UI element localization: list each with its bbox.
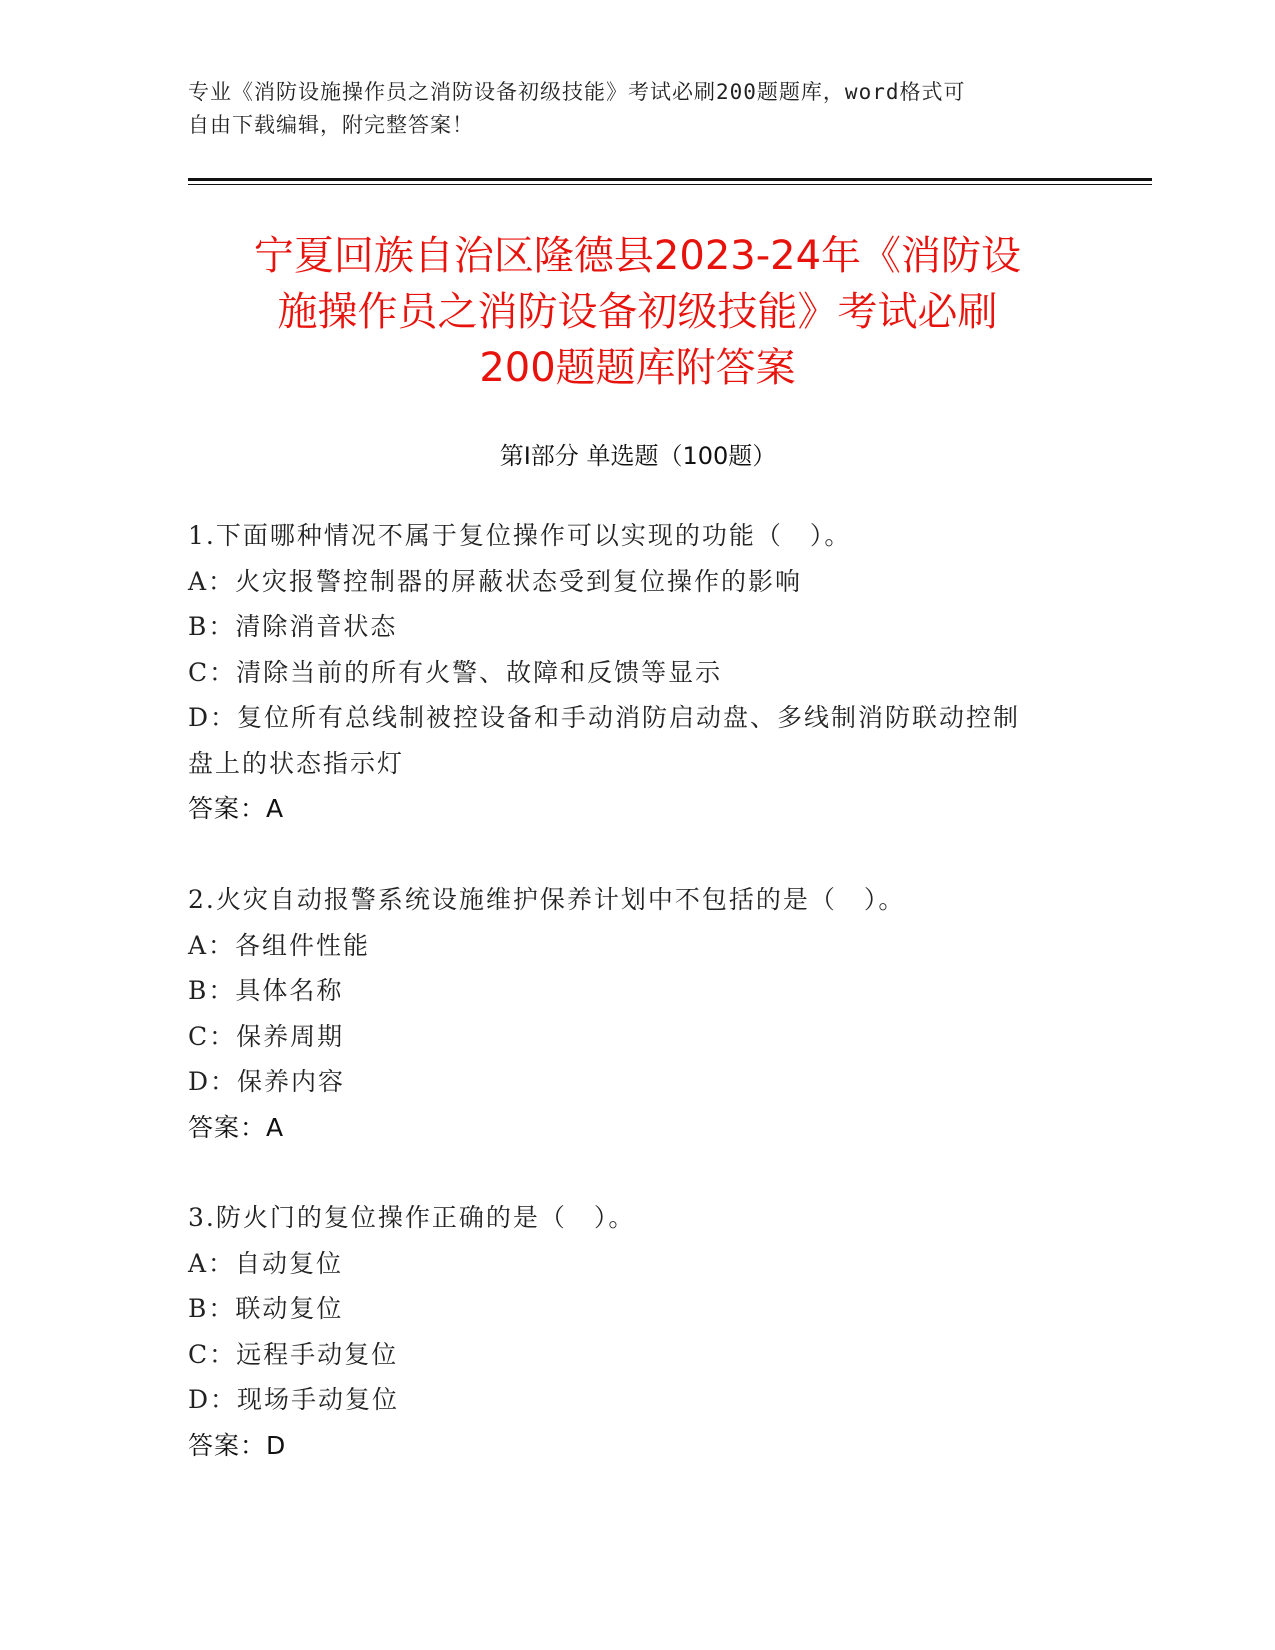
- question-stem: 3.防火门的复位操作正确的是（ ）。: [188, 1203, 636, 1232]
- title-line: 200题题库附答案: [479, 345, 796, 391]
- option-b: B：清除消音状态: [188, 612, 398, 641]
- option-c: C：清除当前的所有火警、故障和反馈等显示: [188, 657, 723, 687]
- option-a: A：各组件性能: [188, 930, 371, 960]
- document-title: [170, 228, 1105, 396]
- intro-line: 自由下载编辑，附完整答案！: [188, 113, 474, 137]
- option-a: A：火灾报警控制器的屏蔽状态受到复位操作的影响: [188, 566, 803, 596]
- option-d: D：现场手动复位: [188, 1385, 400, 1414]
- title-line: 宁夏回族自治区隆德县2023-24年《消防设: [253, 233, 1022, 279]
- answer: 答案：A: [188, 794, 285, 823]
- question-stem: 2.火灾自动报警系统设施维护保养计划中不包括的是（ ）。: [188, 885, 906, 914]
- option-d: D：保养内容: [188, 1067, 346, 1096]
- title-line: 施操作员之消防设备初级技能》考试必刷: [277, 289, 998, 335]
- option-c: C：远程手动复位: [188, 1339, 399, 1369]
- intro-paragraph: [188, 76, 1068, 142]
- header-divider-thick: [188, 178, 1152, 181]
- question-3: [188, 1195, 1078, 1468]
- question-2: [188, 877, 1078, 1150]
- option-b: B：具体名称: [188, 976, 344, 1005]
- option-a: A：自动复位: [188, 1248, 344, 1278]
- answer: 答案：D: [188, 1430, 287, 1460]
- intro-line: 专业《消防设施操作员之消防设备初级技能》考试必刷200题题库，word格式可: [188, 80, 966, 104]
- option-d: D：复位所有总线制被控设备和手动消防启动盘、多线制消防联动控制: [188, 703, 1021, 732]
- header-divider-thin: [188, 184, 1152, 185]
- question-1: [188, 513, 1078, 832]
- option-b: B：联动复位: [188, 1294, 344, 1323]
- answer: 答案：A: [188, 1112, 285, 1142]
- option-d-continued: 盘上的状态指示灯: [188, 748, 405, 778]
- section-title: 第Ⅰ部分 单选题（100题）: [499, 442, 777, 470]
- question-stem: 1.下面哪种情况不属于复位操作可以实现的功能（ ）。: [188, 521, 852, 550]
- option-c: C：保养周期: [188, 1021, 345, 1051]
